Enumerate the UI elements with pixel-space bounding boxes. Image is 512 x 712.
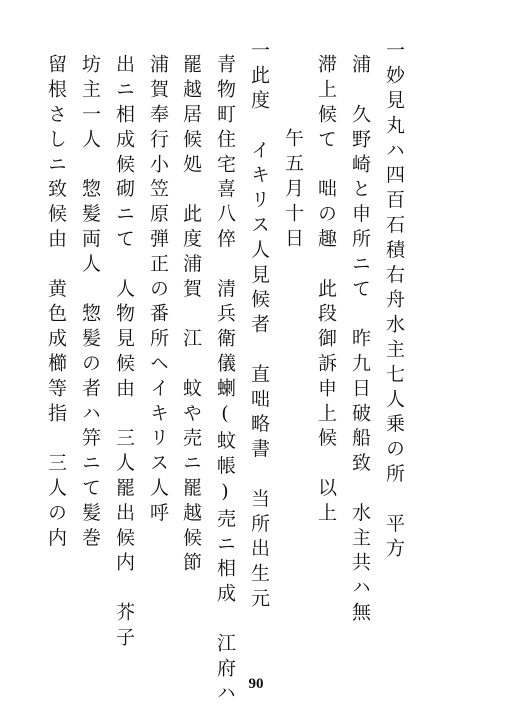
text-column-5: 一此度 イキリス人見候者 直咄略書 当所出生元 (248, 40, 270, 613)
text-column-9: 出ニ相成候砌ニて 人物見候由 三人罷出候内 芥子 (113, 54, 135, 652)
text-column-7: 罷越居候処 此度浦賀 江 蚊や売ニ罷越候節 (180, 54, 202, 577)
text-column-3: 滞上候て 咄の趣 此段御訴申上候 以上 (315, 54, 337, 528)
text-column-2: 浦 久野崎と申所ニて 昨九日破船致 水主共ハ無 (349, 54, 371, 627)
text-column-8: 浦賀奉行小笠原弾正の番所ヘイキリス人呼 (147, 54, 169, 528)
text-column-10: 坊主一人 惣髪両人 惣髪の者ハ笄ニて髪巻 (79, 54, 101, 552)
page-number: 90 (248, 676, 264, 692)
text-column-11: 留根さしニ致候由 黄色成櫛等指 三人の内 (45, 54, 67, 552)
text-column-4: 午五月十日 (282, 128, 304, 253)
text-column-1: 一妙見丸ハ四百石積右舟水主七人乗の所 平方 (383, 40, 405, 563)
text-column-6: 青物町住宅喜八倅 清兵衛儀蝲(蚊帳)売ニ相成 江府ハ (214, 54, 236, 708)
